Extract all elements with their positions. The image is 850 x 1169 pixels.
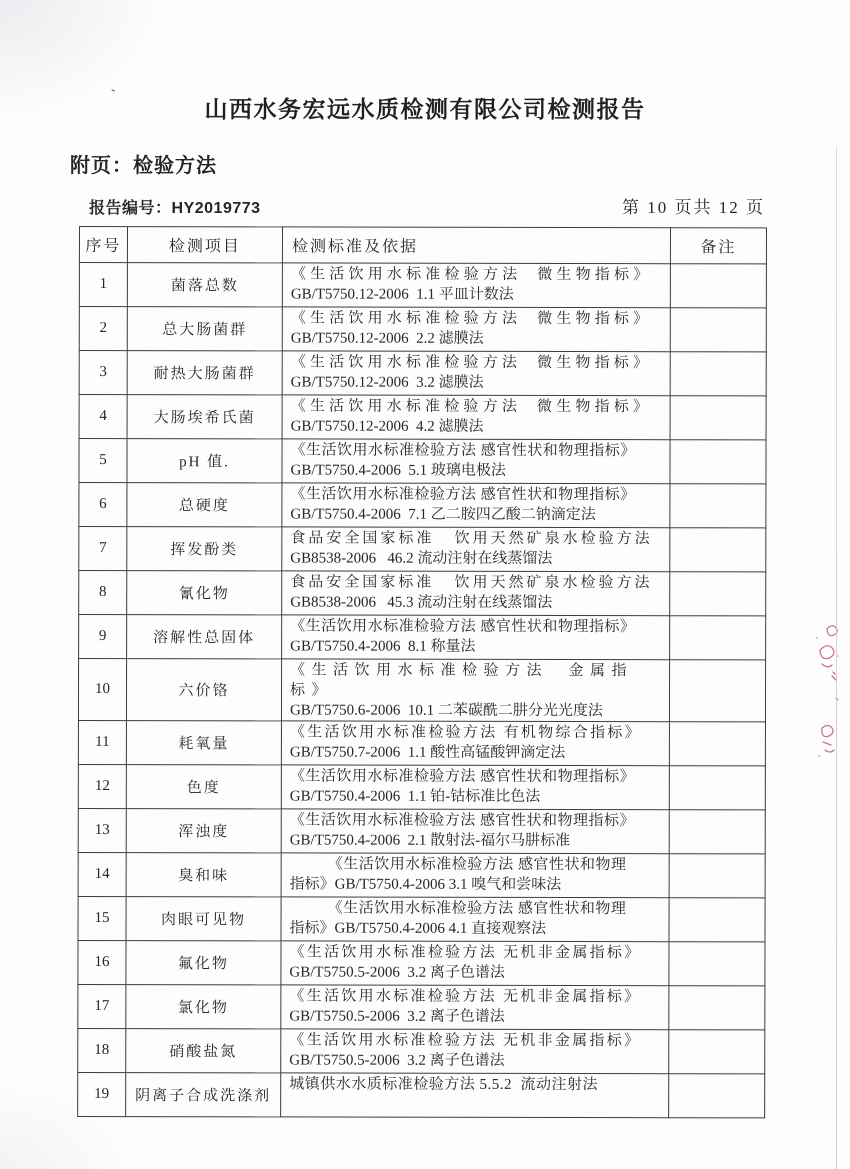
standard-line-2: GB8538-2006 46.2 流动注射在线蒸馏法 <box>290 550 553 567</box>
table-row <box>78 940 765 985</box>
standard-line-1: 《生活饮用水标准检验方法 感官性状和物理指标》 <box>290 486 636 504</box>
row-remark <box>669 986 765 1030</box>
header-remark: 备注 <box>670 228 766 264</box>
row-standard <box>282 351 670 396</box>
table-row <box>79 263 766 308</box>
standard-line-2: GB/T5750.5-2006 3.2 离子色谱法 <box>289 964 505 981</box>
row-remark <box>670 264 766 308</box>
table-row <box>79 395 766 440</box>
table-row <box>78 1072 765 1117</box>
standard-line-2: GB/T5750.4-2006 2.1 散射法-福尔马肼标准 <box>289 832 571 850</box>
standard-line-1: 《生活饮用水标准检验方法 微生物指标》 <box>290 354 653 372</box>
row-standard <box>281 1029 669 1074</box>
table-row <box>79 351 766 396</box>
table-row <box>78 896 765 941</box>
table-row <box>78 808 765 853</box>
row-remark <box>670 484 766 528</box>
row-seq: 15 <box>78 896 126 940</box>
row-seq: 5 <box>79 439 127 483</box>
scan-speck: ` <box>109 85 120 106</box>
table-row <box>78 1028 765 1073</box>
header-seq: 序号 <box>79 227 127 263</box>
row-standard <box>282 307 670 352</box>
row-remark <box>669 1030 765 1074</box>
row-remark <box>669 722 765 766</box>
row-item: 氯化物 <box>126 985 281 1029</box>
table-row <box>78 852 765 897</box>
standard-line-1: 《生活饮用水标准检验方法 感官性状和物理 <box>327 856 627 874</box>
row-standard <box>281 765 669 810</box>
row-item: 耗氧量 <box>126 721 281 765</box>
standard-line-2: GB/T5750.4-2006 1.1 铂-钴标准比色法 <box>289 788 541 805</box>
row-seq: 3 <box>79 351 127 395</box>
table-row <box>79 439 766 484</box>
standard-line-2: GB/T5750.7-2006 1.1 酸性高锰酸钾滴定法 <box>289 744 566 762</box>
methods-table-body <box>78 263 767 1118</box>
row-remark <box>669 810 765 854</box>
header-standard: 检测标准及依据 <box>282 227 670 264</box>
row-remark <box>670 440 766 484</box>
row-standard <box>281 1073 669 1118</box>
standard-line-2: GB8538-2006 45.3 流动注射在线蒸馏法 <box>290 594 553 611</box>
row-standard <box>282 395 670 440</box>
table-row <box>79 615 766 660</box>
row-item: 总硬度 <box>127 483 282 527</box>
row-standard <box>282 439 670 484</box>
row-item: 氟化物 <box>126 941 281 985</box>
row-item: pH 值. <box>127 439 282 483</box>
header-item: 检测项目 <box>127 227 282 263</box>
row-item: 大肠埃希氏菌 <box>127 395 282 439</box>
row-standard <box>281 659 669 722</box>
report-number-label: 报告编号： <box>89 200 172 217</box>
table-row <box>78 984 765 1029</box>
row-seq: 1 <box>79 263 127 307</box>
page-indicator: 第 10 页共 12 页 <box>622 198 765 217</box>
standard-line-2: GB/T5750.6-2006 10.1 二苯碳酰二肼分光光度法 <box>289 702 603 720</box>
table-row <box>78 764 765 809</box>
row-seq: 18 <box>78 1028 126 1072</box>
methods-table <box>77 226 767 1118</box>
standard-line-1: 《生活饮用水标准检验方法 感官性状和物理指标》 <box>290 442 636 460</box>
row-seq: 16 <box>78 940 126 984</box>
standard-line-2: GB/T5750.4-2006 8.1 称量法 <box>290 638 476 655</box>
row-seq: 8 <box>79 571 127 615</box>
report-title: 山西水务宏远水质检测有限公司检测报告 <box>204 96 646 122</box>
row-standard <box>281 941 669 986</box>
standard-line-1: 《生活饮用水标准检验方法 无机非金属指标》 <box>289 988 642 1006</box>
report-number-value: HY2019773 <box>171 200 261 217</box>
table-row <box>79 571 766 616</box>
standard-line-2: 指标》GB/T5750.4-2006 3.1 嗅气和尝味法 <box>289 876 562 894</box>
standard-line-1: 《生活饮用水标准检验方法 无机非金属指标》 <box>289 1032 642 1050</box>
row-remark <box>669 766 765 810</box>
row-item: 色度 <box>126 765 281 809</box>
row-remark <box>670 396 766 440</box>
row-item: 硝酸盐氮 <box>126 1029 281 1073</box>
row-standard <box>281 809 669 854</box>
row-seq: 2 <box>79 307 127 351</box>
standard-line-1: 食品安全国家标准 饮用天然矿泉水检验方法 <box>290 574 653 592</box>
standard-line-1: 《生活饮用水标准检验方法 微生物指标》 <box>290 398 653 416</box>
row-item: 耐热大肠菌群 <box>127 351 282 395</box>
standard-line-2: GB/T5750.12-2006 4.2 滤膜法 <box>290 418 484 435</box>
row-seq: 4 <box>79 395 127 439</box>
row-standard <box>282 483 670 528</box>
row-item: 六价铬 <box>126 659 281 721</box>
standard-line-2: GB/T5750.12-2006 2.2 滤膜法 <box>290 330 484 347</box>
table-header-row <box>79 227 766 264</box>
row-remark <box>670 572 766 616</box>
standard-line-2: GB/T5750.5-2006 3.2 离子色谱法 <box>289 1052 505 1069</box>
table-row <box>79 483 766 528</box>
row-standard <box>281 721 669 766</box>
row-item: 肉眼可见物 <box>126 897 281 941</box>
row-seq: 11 <box>78 720 126 764</box>
row-seq: 9 <box>79 615 127 659</box>
row-remark <box>669 1074 765 1118</box>
standard-line-1: 《生活饮用水标准检验方法 微生物指标》 <box>290 310 653 328</box>
standard-line-1: 《生活饮用水标准检验方法 感官性状和物理 <box>327 900 627 918</box>
table-row <box>78 659 765 722</box>
row-standard <box>282 615 670 660</box>
table-row <box>79 527 766 572</box>
standard-line-1: 《生活饮用水标准检验方法 感官性状和物理指标》 <box>289 768 636 786</box>
row-remark <box>669 660 765 722</box>
row-seq: 7 <box>79 527 127 571</box>
row-item: 溶解性总固体 <box>127 615 282 659</box>
report-meta-row <box>89 193 765 218</box>
standard-line-1: 《生活饮用水标准检验方法 有机物综合指标》 <box>289 724 643 742</box>
row-item: 总大肠菌群 <box>127 307 282 351</box>
paper-edge-line <box>836 146 837 1169</box>
standard-line-2: GB/T5750.12-2006 3.2 滤膜法 <box>290 374 484 391</box>
row-standard <box>282 571 670 616</box>
row-standard <box>281 897 669 942</box>
row-remark <box>670 616 766 660</box>
section-label: 附页：检验方法 <box>70 155 217 177</box>
row-seq: 13 <box>78 808 126 852</box>
row-seq: 12 <box>78 764 126 808</box>
standard-line-1: 食品安全国家标准 饮用天然矿泉水检验方法 <box>290 530 653 548</box>
row-remark <box>670 308 766 352</box>
standard-line-1: 《生活饮用水标准检验方法 金属指标》 <box>290 662 634 699</box>
row-standard <box>281 853 669 898</box>
standard-line-1: 城镇供水水质标准检验方法 5.5.2 流动注射法 <box>289 1076 598 1094</box>
table-row <box>79 307 766 352</box>
standard-line-1: 《生活饮用水标准检验方法 微生物指标》 <box>290 266 653 284</box>
row-remark <box>669 942 765 986</box>
row-item: 氰化物 <box>127 571 282 615</box>
row-item: 阴离子合成洗涤剂 <box>126 1073 281 1117</box>
standard-line-1: 《生活饮用水标准检验方法 无机非金属指标》 <box>289 944 642 962</box>
row-standard <box>282 263 670 308</box>
row-item: 菌落总数 <box>127 263 282 307</box>
row-standard <box>282 527 670 572</box>
row-seq: 10 <box>78 659 126 721</box>
table-row <box>78 720 765 765</box>
standard-line-2: GB/T5750.4-2006 7.1 乙二胺四乙酸二钠滴定法 <box>290 506 596 524</box>
row-seq: 14 <box>78 852 126 896</box>
row-remark <box>670 528 766 572</box>
row-seq: 17 <box>78 984 126 1028</box>
row-remark <box>670 352 766 396</box>
row-remark <box>669 898 765 942</box>
standard-line-2: GB/T5750.5-2006 3.2 离子色谱法 <box>289 1008 505 1025</box>
row-item: 臭和味 <box>126 853 281 897</box>
standard-line-2: 指标》GB/T5750.4-2006 4.1 直接观察法 <box>289 920 547 937</box>
row-seq: 19 <box>78 1072 126 1116</box>
row-seq: 6 <box>79 483 127 527</box>
red-ink-scribble-artifact <box>808 620 844 775</box>
standard-line-2: GB/T5750.4-2006 5.1 玻璃电极法 <box>290 462 506 479</box>
row-standard <box>281 985 669 1030</box>
row-remark <box>669 854 765 898</box>
standard-line-1: 《生活饮用水标准检验方法 感官性状和物理指标》 <box>289 812 636 830</box>
standard-line-2: GB/T5750.12-2006 1.1 平皿计数法 <box>290 286 514 303</box>
standard-line-1: 《生活饮用水标准检验方法 感官性状和物理指标》 <box>290 618 636 636</box>
row-item: 浑浊度 <box>126 809 281 853</box>
report-number <box>89 195 261 218</box>
row-item: 挥发酚类 <box>127 527 282 571</box>
